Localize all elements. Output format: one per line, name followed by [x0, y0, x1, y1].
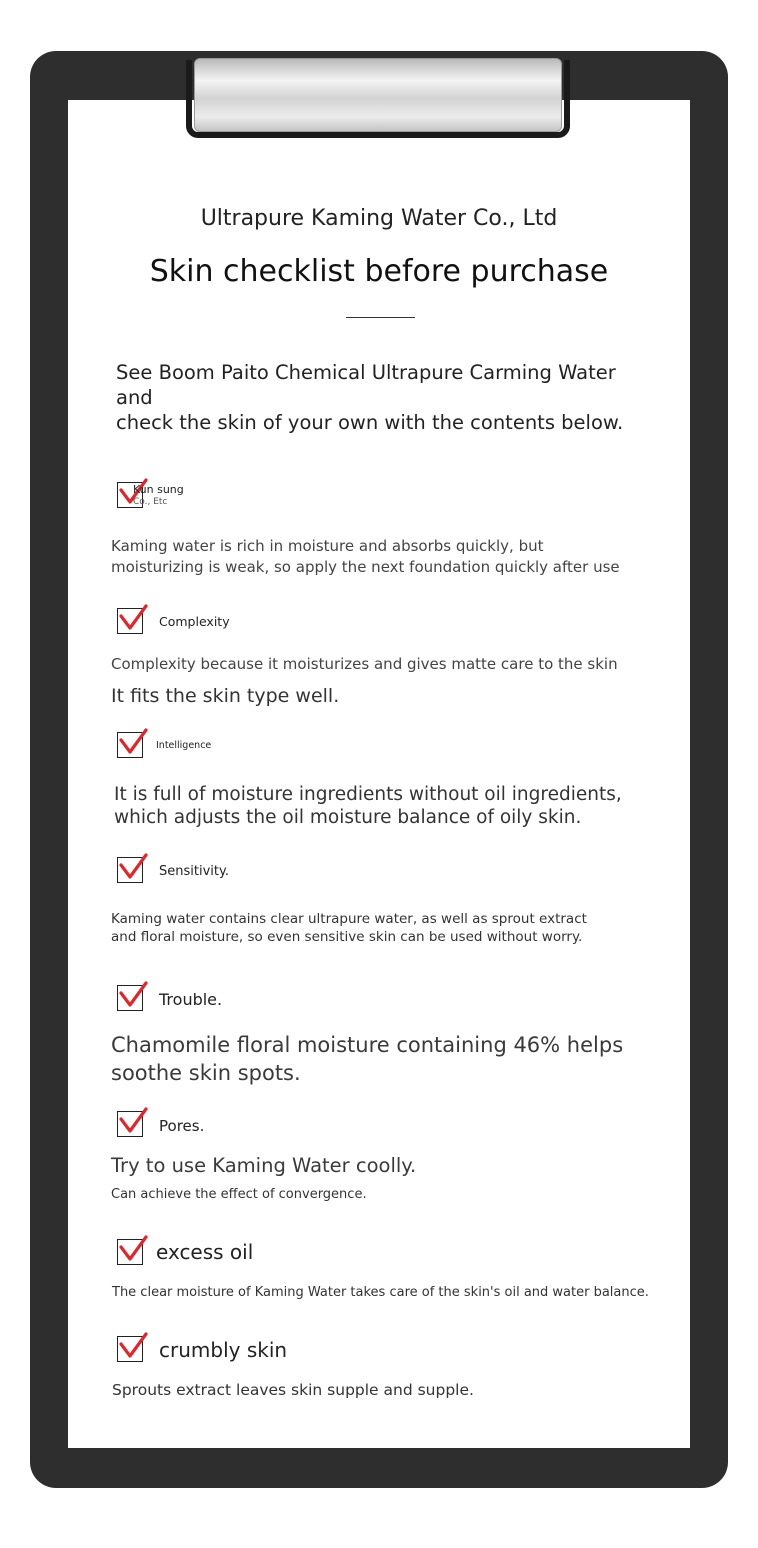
checkbox-trouble	[117, 985, 145, 1013]
item-desc-kun-sung	[111, 536, 620, 578]
checkbox-pores	[117, 1111, 145, 1139]
check-mark-icon	[119, 1107, 149, 1135]
desc-line: moisturizing is weak, so apply the next foundation quickly after use	[111, 558, 620, 576]
check-mark-icon	[119, 853, 149, 881]
item-label-crumbly-skin: crumbly skin	[159, 1338, 288, 1362]
check-mark-icon	[119, 728, 149, 756]
item-desc-complexity: Complexity because it moisturizes and gives matte care to the skin	[111, 655, 618, 673]
title-divider	[346, 317, 415, 318]
desc-line: It is full of moisture ingredients without oil ingredients,	[114, 784, 622, 805]
item-desc-sensitivity	[111, 910, 587, 946]
item-desc-intelligence	[114, 783, 622, 829]
check-mark-icon	[119, 604, 149, 632]
check-mark-icon	[119, 981, 149, 1009]
item-label-excess-oil: excess oil	[156, 1240, 254, 1264]
check-mark-icon	[119, 1235, 149, 1263]
item-desc-trouble	[111, 1031, 623, 1087]
item-desc-pores: Try to use Kaming Water coolly.	[111, 1154, 417, 1177]
item-sublabel: Co., Etc	[133, 497, 168, 507]
checkbox-complexity	[117, 608, 145, 636]
item-label-kun-sung	[133, 483, 184, 509]
clip-bar	[194, 58, 562, 132]
item-desc-excess-oil: The clear moisture of Kaming Water takes care of the skin's oil and water balance.	[112, 1285, 649, 1300]
checkbox-crumbly-skin	[117, 1336, 145, 1364]
desc-line: soothe skin spots.	[111, 1061, 301, 1085]
desc-line: Kaming water is rich in moisture and absorbs quickly, but	[111, 537, 544, 555]
item-label-trouble: Trouble.	[159, 990, 223, 1009]
item-label-pores: Pores.	[159, 1117, 205, 1135]
intro-line-2: check the skin of your own with the contents below.	[116, 411, 624, 434]
desc-line: Kaming water contains clear ultrapure water, as well as sprout extract	[111, 911, 587, 927]
company-name: Ultrapure Kaming Water Co., Ltd	[200, 206, 558, 231]
item-desc-crumbly-skin: Sprouts extract leaves skin supple and supple.	[112, 1381, 474, 1399]
item-desc-pores-2: Can achieve the effect of convergence.	[111, 1187, 367, 1202]
item-desc-complexity-2: It fits the skin type well.	[111, 685, 340, 707]
desc-line: which adjusts the oil moisture balance of oily skin.	[114, 807, 582, 828]
checkbox-intelligence	[117, 732, 145, 760]
item-label-sensitivity: Sensitivity.	[159, 864, 229, 879]
item-label-text: Kun sung	[133, 483, 184, 496]
desc-line: Chamomile floral moisture containing 46% helps	[111, 1033, 624, 1057]
page-title: Skin checklist before purchase	[149, 254, 609, 289]
desc-line: and floral moisture, so even sensitive skin can be used without worry.	[111, 929, 583, 945]
item-label-complexity: Complexity	[159, 614, 230, 629]
item-label-intelligence: Intelligence	[156, 740, 212, 751]
checkbox-excess-oil	[117, 1239, 145, 1267]
checkbox-sensitivity	[117, 857, 145, 885]
intro-line-1: See Boom Paito Chemical Ultrapure Carming Water and	[116, 361, 616, 409]
check-mark-icon	[119, 1332, 149, 1360]
intro-text	[116, 360, 656, 435]
